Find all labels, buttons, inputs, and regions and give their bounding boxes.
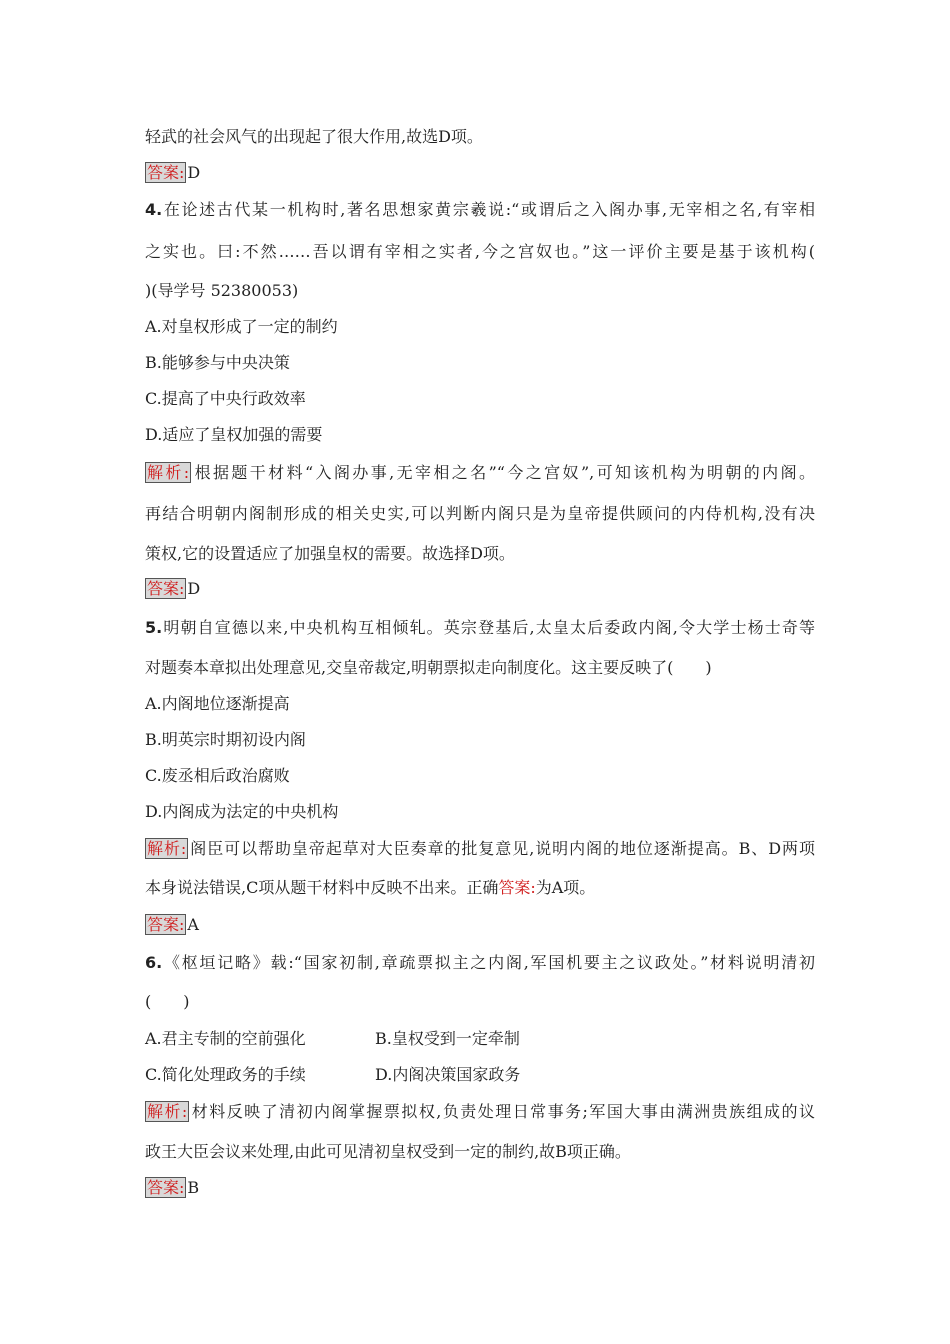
q6-option-b: B.皇权受到一定牵制 xyxy=(375,1029,520,1048)
q6-stem-line-2: ( ) xyxy=(145,992,190,1011)
q4-option-a: A.对皇权形成了一定的制约 xyxy=(145,317,338,336)
answer-tag: 答案: xyxy=(147,915,185,934)
q4-number: 4. xyxy=(145,200,163,219)
q6-analysis-line-2: 政王大臣会议来处理,由此可见清初皇权受到一定的制约,故B项正确。 xyxy=(145,1142,631,1161)
q4-answer-line xyxy=(145,578,815,600)
q5-answer: A xyxy=(187,915,199,934)
q5-answer-line xyxy=(145,914,815,936)
q5-analysis-line-1: 解析: 阁臣可以帮助皇帝起草对大臣奏章的批复意见,说明内阁的地位逐渐提高。B、D两项 xyxy=(147,839,815,858)
q3-answer-line xyxy=(145,162,815,184)
q4-answer: D xyxy=(187,579,201,598)
q4-stem-line-1: 4.在论述古代某一机构时,著名思想家黄宗羲说:“或谓后之入阁办事,无宰相之名,有宰相 xyxy=(145,200,815,219)
q5-stem-line-2: 对题奏本章拟出处理意见,交皇帝裁定,明朝票拟走向制度化。这主要反映了( ) xyxy=(145,658,712,677)
q6-option-row-2 xyxy=(145,1064,815,1086)
q5-stem-line-1: 5.明朝自宣德以来,中央机构互相倾轧。英宗登基后,太皇太后委政内阁,令大学士杨士奇等 xyxy=(145,618,815,637)
q6-option-d: D.内阁决策国家政务 xyxy=(375,1065,521,1084)
q6-stem-line-1: 6.《枢垣记略》载:“国家初制,章疏票拟主之内阁,军国机要主之议政处。”材料说明清初 xyxy=(145,953,815,972)
answer-tag: 答案: xyxy=(147,163,185,182)
q4-option-b: B.能够参与中央决策 xyxy=(145,353,290,372)
analysis-tag: 解析: xyxy=(147,1102,188,1121)
q5-option-d: D.内阁成为法定的中央机构 xyxy=(145,802,339,821)
inline-answer-tag: 答案: xyxy=(498,878,536,897)
answer-tag: 答案: xyxy=(147,1178,185,1197)
q5-analysis-line-2: 本身说法错误,C项从题干材料中反映不出来。正确答案:为A项。 xyxy=(145,878,596,897)
q6-option-row-1 xyxy=(145,1028,815,1050)
intro-line: 轻武的社会风气的出现起了很大作用,故选D项。 xyxy=(145,127,483,146)
q6-answer-line xyxy=(145,1177,815,1199)
q3-answer: D xyxy=(187,163,201,182)
q5-number: 5. xyxy=(145,618,163,637)
q4-analysis-line-1: 解析: 根据题干材料“入阁办事,无宰相之名”“今之宫奴”,可知该机构为明朝的内阁。 xyxy=(147,463,815,482)
q6-answer: B xyxy=(187,1178,200,1197)
q6-number: 6. xyxy=(145,953,163,972)
q4-option-d: D.适应了皇权加强的需要 xyxy=(145,425,323,444)
q5-option-b: B.明英宗时期初设内阁 xyxy=(145,730,306,749)
q6-option-c: C.简化处理政务的手续 xyxy=(145,1065,306,1084)
q4-stem-line-3: )(导学号 52380053) xyxy=(145,281,299,300)
q4-analysis-line-2: 再结合明朝内阁制形成的相关史实,可以判断内阁只是为皇帝提供顾问的内侍机构,没有决 xyxy=(145,504,815,523)
answer-tag: 答案: xyxy=(147,579,185,598)
q4-option-c: C.提高了中央行政效率 xyxy=(145,389,306,408)
analysis-tag: 解析: xyxy=(147,463,190,482)
q6-analysis-line-1: 解析: 材料反映了清初内阁掌握票拟权,负责处理日常事务;军国大事由满洲贵族组成的议 xyxy=(147,1102,815,1121)
q5-option-a: A.内阁地位逐渐提高 xyxy=(145,694,290,713)
analysis-tag: 解析: xyxy=(147,839,187,858)
q4-analysis-line-3: 策权,它的设置适应了加强皇权的需要。故选择D项。 xyxy=(145,544,515,563)
q4-stem-line-2: 之实也。曰:不然……吾以谓有宰相之实者,今之宫奴也。”这一评价主要是基于该机构( xyxy=(145,242,815,261)
q6-option-a: A.君主专制的空前强化 xyxy=(145,1029,306,1048)
q5-option-c: C.废丞相后政治腐败 xyxy=(145,766,290,785)
